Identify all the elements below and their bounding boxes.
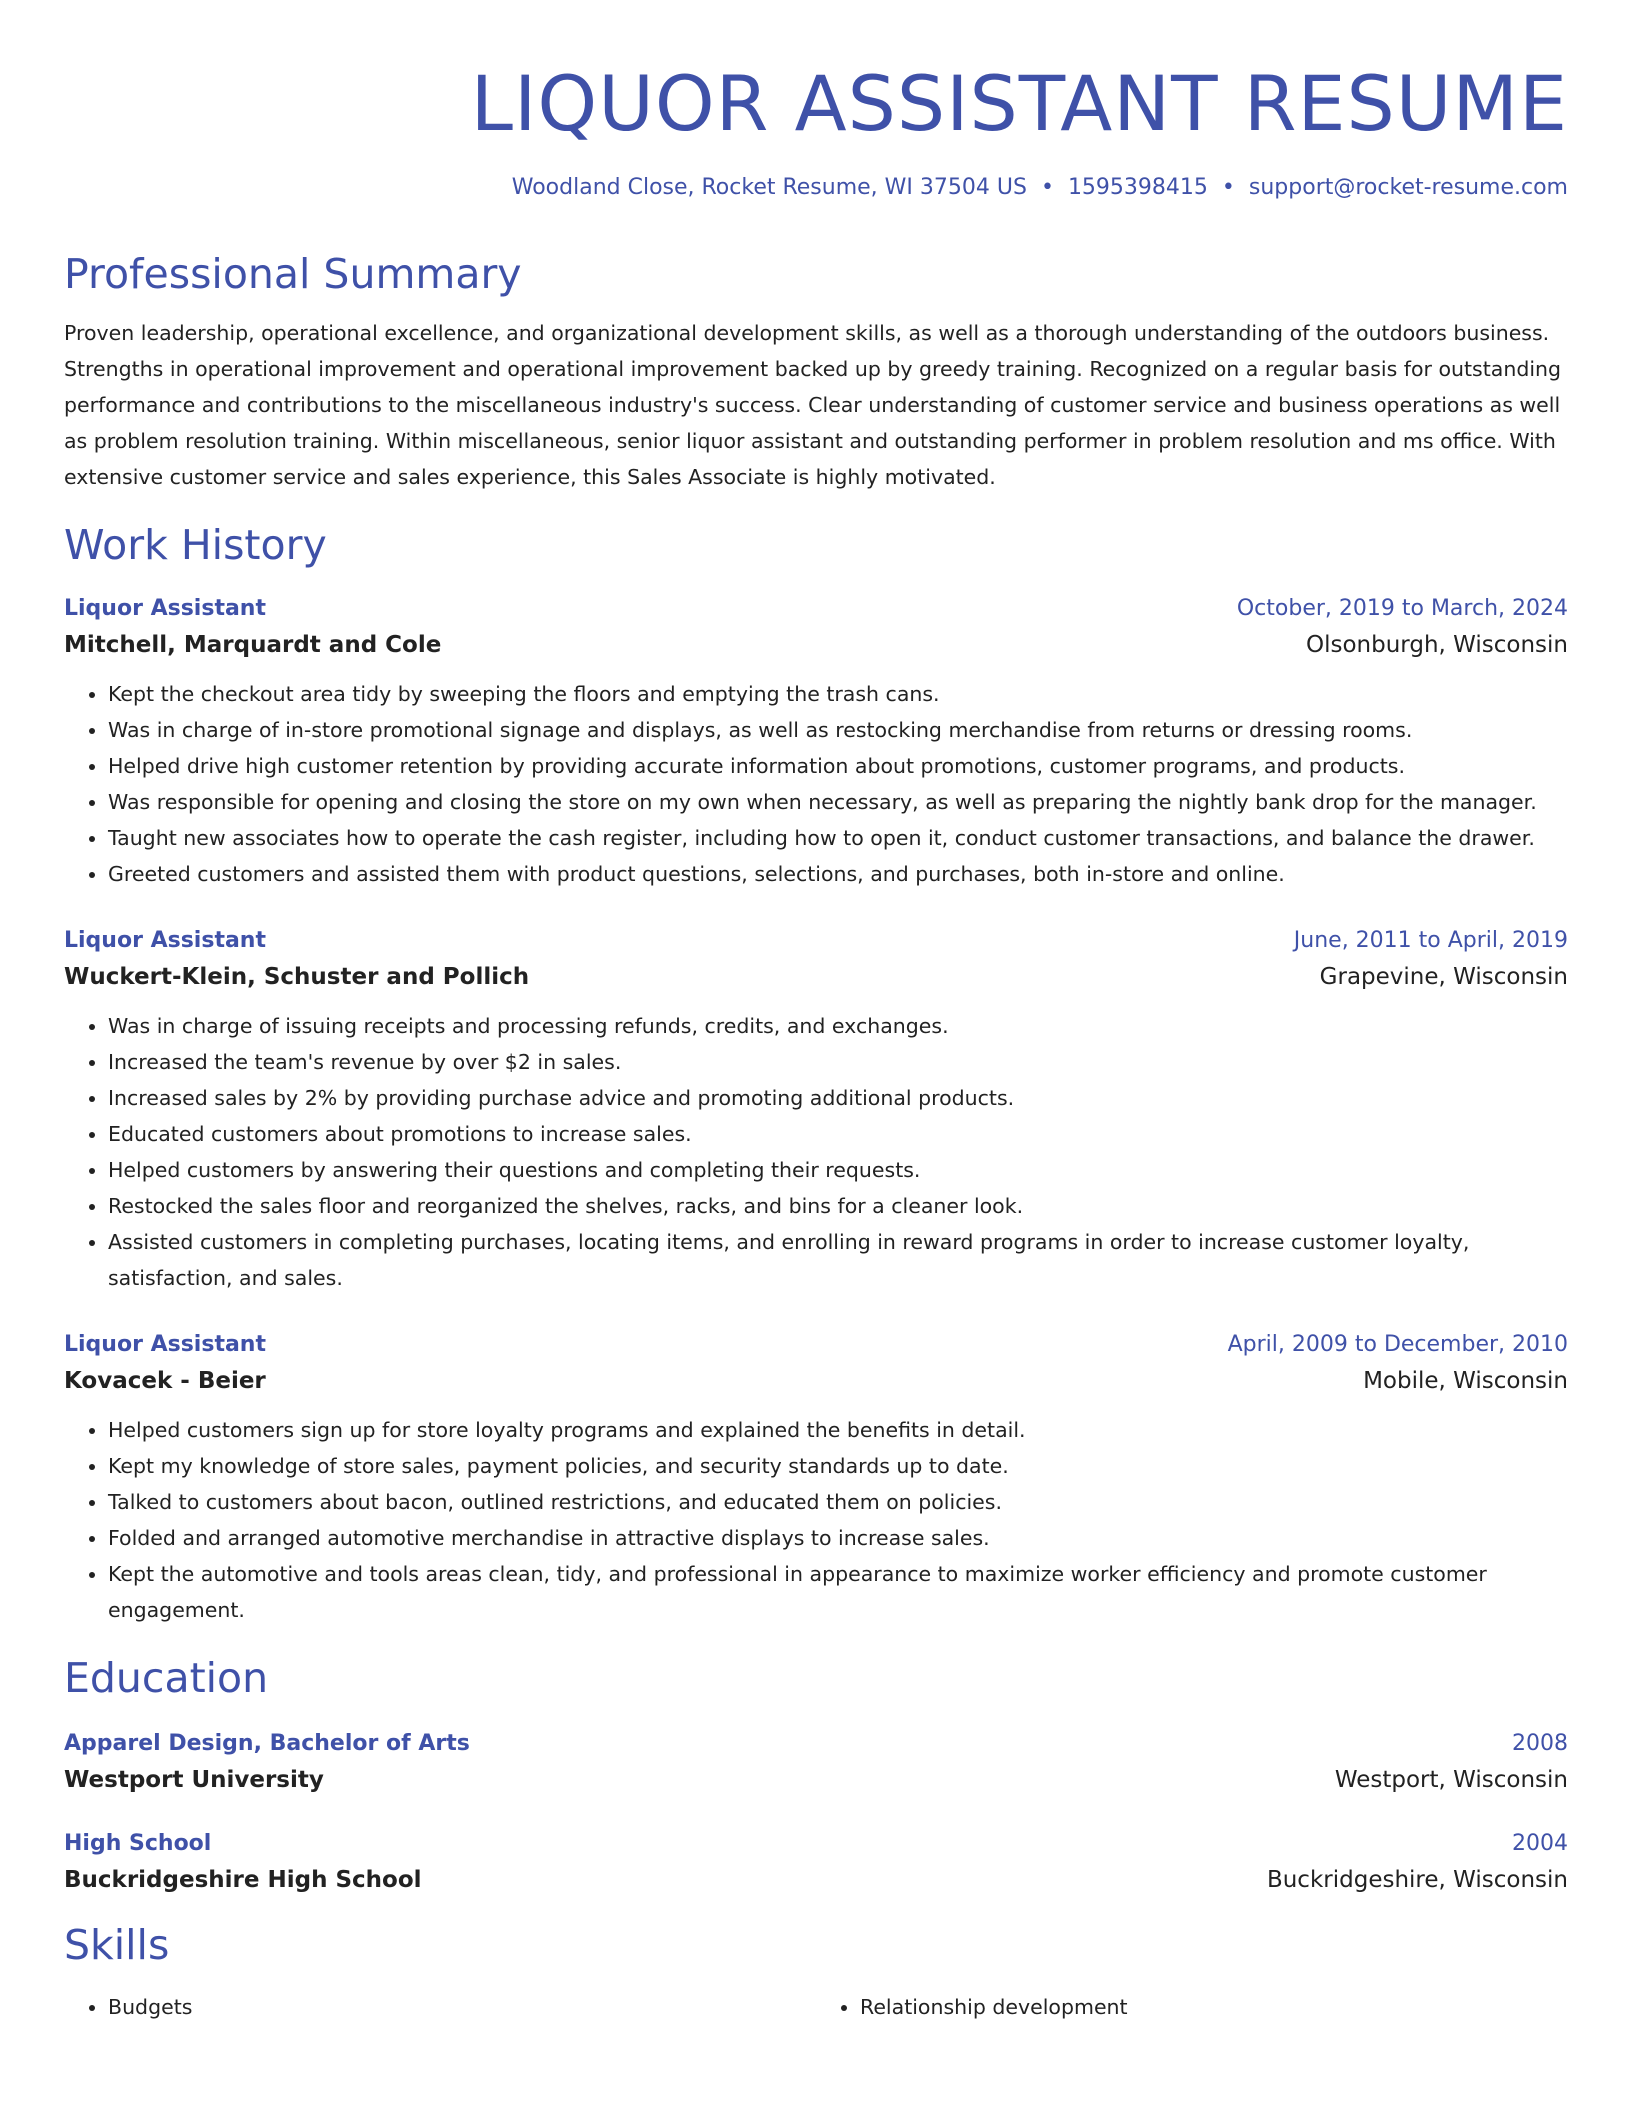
education-entry: [64, 1829, 1568, 1895]
job-company: Kovacek - Beier: [64, 1368, 266, 1395]
job-bullets: [64, 1008, 1568, 1296]
education-entry: [64, 1729, 1568, 1795]
job-bullet: • Assisted customers in completing purchases, locating items, and enrolling in reward programs in order to increase customer loyalty, satisfaction, and sales.: [108, 1224, 1568, 1296]
job-bullet: • Greeted customers and assisted them with product questions, selections, and purchases, both in-store and online.: [108, 856, 1568, 892]
job-bullet: • Educated customers about promotions to increase sales.: [108, 1116, 1568, 1152]
job-bullet: • Taught new associates how to operate the cash register, including how to open it, conduct customer transactions, and balance the drawer.: [108, 820, 1568, 856]
job-title: Liquor Assistant: [64, 1332, 266, 1358]
job-dates: June, 2011 to April, 2019: [1293, 928, 1568, 954]
job-bullet: • Kept the automotive and tools areas clean, tidy, and professional in appearance to maximize worker efficiency and promote customer engagement.: [108, 1556, 1568, 1628]
education-degree: Apparel Design, Bachelor of Arts: [64, 1731, 470, 1757]
job-entry: [64, 594, 1568, 892]
job-bullet: • Folded and arranged automotive merchandise in attractive displays to increase sales.: [108, 1520, 1568, 1556]
job-entry: [64, 1330, 1568, 1628]
job-dates: April, 2009 to December, 2010: [1227, 1332, 1568, 1358]
job-bullet: • Was responsible for opening and closing the store on my own when necessary, as well as preparing the nightly bank drop for the manager.: [108, 784, 1568, 820]
job-bullet: • Restocked the sales floor and reorganized the shelves, racks, and bins for a cleaner look.: [108, 1188, 1568, 1224]
job-company: Wuckert-Klein, Schuster and Pollich: [64, 964, 530, 991]
education-school: Buckridgeshire High School: [64, 1867, 422, 1894]
education-location: Buckridgeshire, Wisconsin: [1266, 1867, 1568, 1894]
contact-address: Woodland Close, Rocket Resume, WI 37504 US: [511, 175, 1027, 201]
skills-heading: Skills: [64, 1921, 170, 1970]
job-location: Olsonburgh, Wisconsin: [1305, 632, 1568, 659]
skill-item: • Relationship development: [860, 1989, 1568, 2025]
job-title: Liquor Assistant: [64, 596, 266, 622]
work-history-heading: Work History: [64, 520, 327, 569]
skill-item: • Budgets: [108, 1989, 816, 2025]
contact-phone: 1595398415: [1067, 175, 1208, 201]
contact-email: support@rocket-resume.com: [1248, 175, 1568, 201]
resume-title: LIQUOR ASSISTANT RESUME: [470, 59, 1568, 148]
contact-separator: •: [1221, 175, 1235, 201]
contact-line: [64, 175, 1568, 201]
job-location: Grapevine, Wisconsin: [1319, 964, 1568, 991]
job-location: Mobile, Wisconsin: [1363, 1368, 1568, 1395]
skills-column-left: [64, 1989, 816, 2025]
job-bullet: • Helped customers by answering their questions and completing their requests.: [108, 1152, 1568, 1188]
job-bullet: • Helped customers sign up for store loyalty programs and explained the benefits in detail.: [108, 1412, 1568, 1448]
job-bullet: • Helped drive high customer retention by providing accurate information about promotions, customer programs, and products.: [108, 748, 1568, 784]
skills-list: [64, 1989, 1568, 2025]
education-degree: High School: [64, 1831, 212, 1857]
education-year: 2004: [1512, 1831, 1568, 1857]
job-bullet: • Increased the team's revenue by over $2 in sales.: [108, 1044, 1568, 1080]
job-bullet: • Was in charge of issuing receipts and processing refunds, credits, and exchanges.: [108, 1008, 1568, 1044]
job-company: Mitchell, Marquardt and Cole: [64, 632, 442, 659]
job-bullet: • Increased sales by 2% by providing purchase advice and promoting additional products.: [108, 1080, 1568, 1116]
contact-separator: •: [1040, 175, 1054, 201]
skills-column-right: [816, 1989, 1568, 2025]
job-title: Liquor Assistant: [64, 928, 266, 954]
education-heading: Education: [64, 1654, 269, 1703]
job-bullet: • Kept the checkout area tidy by sweeping the floors and emptying the trash cans.: [108, 676, 1568, 712]
education-location: Westport, Wisconsin: [1334, 1767, 1568, 1794]
education-school: Westport University: [64, 1767, 324, 1794]
job-bullet: • Talked to customers about bacon, outlined restrictions, and educated them on policies.: [108, 1484, 1568, 1520]
job-dates: October, 2019 to March, 2024: [1236, 596, 1568, 622]
job-bullet: • Kept my knowledge of store sales, payment policies, and security standards up to date.: [108, 1448, 1568, 1484]
job-bullet: • Was in charge of in-store promotional signage and displays, as well as restocking merchandise from returns or dressing rooms.: [108, 712, 1568, 748]
job-entry: [64, 926, 1568, 1296]
job-bullets: [64, 1412, 1568, 1628]
summary-heading: Professional Summary: [64, 249, 522, 298]
summary-text: Proven leadership, operational excellence, and organizational development skills, as well as a thorough understanding of the outdoors business. Strengths in operational improvement and operational improvement backed up by greedy training. Recognized on a regular basis for outstanding performance and contributions to the miscellaneous industry's success. Clear understanding of customer service and business operations as well as problem resolution training. Within miscellaneous, senior liquor assistant and outstanding performer in problem resolution and ms office. With extensive customer service and sales experience, this Sales Associate is highly motivated.: [64, 320, 1562, 489]
education-year: 2008: [1512, 1731, 1568, 1757]
job-bullets: [64, 676, 1568, 892]
